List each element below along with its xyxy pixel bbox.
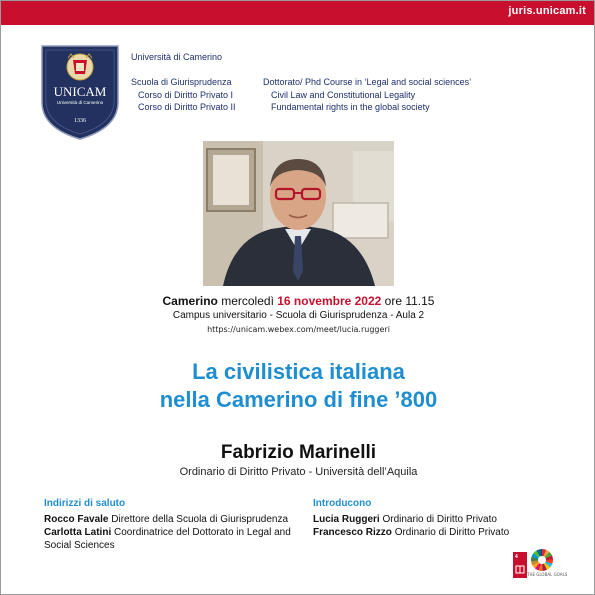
unicam-crest-logo: [40, 44, 120, 140]
phd-block: [263, 76, 471, 114]
intro-item: [313, 513, 573, 526]
greeting-item: [44, 526, 294, 552]
intro-role: Ordinario di Diritto Privato: [394, 527, 510, 538]
event-time: ore 11.15: [384, 294, 435, 308]
phd-line-2: Fundamental rights in the global society: [271, 102, 430, 112]
global-goals-wheel-icon: [531, 549, 553, 571]
greeting-name: Carlotta Latini: [44, 527, 112, 538]
greeting-role: Coordinatrice del Dottorato in Legal and Social Sciences: [44, 527, 291, 551]
event-city: Camerino: [162, 294, 218, 308]
sdg-goal-4-icon: [513, 552, 527, 578]
intro-item: [313, 526, 573, 539]
crest-name: UNICAM: [53, 84, 107, 99]
speaker-name: Fabrizio Marinelli: [220, 442, 377, 463]
site-link[interactable]: juris.unicam.it: [508, 5, 586, 17]
introduction-list: [313, 513, 573, 539]
title-line-1: La civilistica italiana: [192, 359, 405, 384]
webex-link[interactable]: https://unicam.webex.com/meet/lucia.ruggeri: [207, 325, 390, 334]
greetings-list: [44, 513, 294, 552]
intro-role: Ordinario di Diritto Privato: [382, 514, 497, 525]
top-bar: [1, 1, 594, 25]
title-line-2: nella Camerino di fine ’800: [159, 387, 438, 412]
speaker-role: Ordinario di Diritto Privato - Università dell’Aquila: [179, 466, 418, 478]
crest-year: 1336: [74, 118, 86, 124]
introduction-heading: Introducono: [313, 498, 372, 509]
school-block: [131, 76, 236, 114]
greeting-role: Direttore della Scuola di Giurisprudenza: [111, 514, 289, 525]
greeting-name: Rocco Favale: [44, 514, 109, 525]
course-2: Corso di Diritto Privato II: [138, 102, 236, 112]
university-name: Università di Camerino: [131, 52, 223, 62]
course-1: Corso di Diritto Privato I: [138, 89, 234, 100]
phd-line-1: Civil Law and Constitutional Legality: [271, 89, 416, 100]
event-venue: Campus universitario - Scuola di Giurisprudenza - Aula 2: [172, 310, 425, 321]
event-datetime: [1, 294, 595, 308]
sdg-tile-number: 4: [515, 554, 518, 560]
intro-name: Lucia Ruggeri: [313, 514, 380, 525]
phd-title: Dottorato/ Phd Course in ‘Legal and social sciences’: [263, 77, 472, 87]
school-name: Scuola di Giurisprudenza: [131, 77, 232, 87]
intro-name: Francesco Rizzo: [313, 527, 392, 538]
crest-subtitle: Università di Camerino: [56, 100, 104, 105]
event-date: 16 novembre 2022: [277, 294, 382, 308]
event-title: [1, 358, 595, 414]
greetings-heading: Indirizzi di saluto: [44, 498, 126, 509]
speaker-photo: [203, 141, 394, 286]
event-weekday: mercoledì: [221, 294, 274, 308]
greeting-item: [44, 513, 294, 526]
sdg-caption: THE GLOBAL GOALS: [527, 572, 568, 577]
